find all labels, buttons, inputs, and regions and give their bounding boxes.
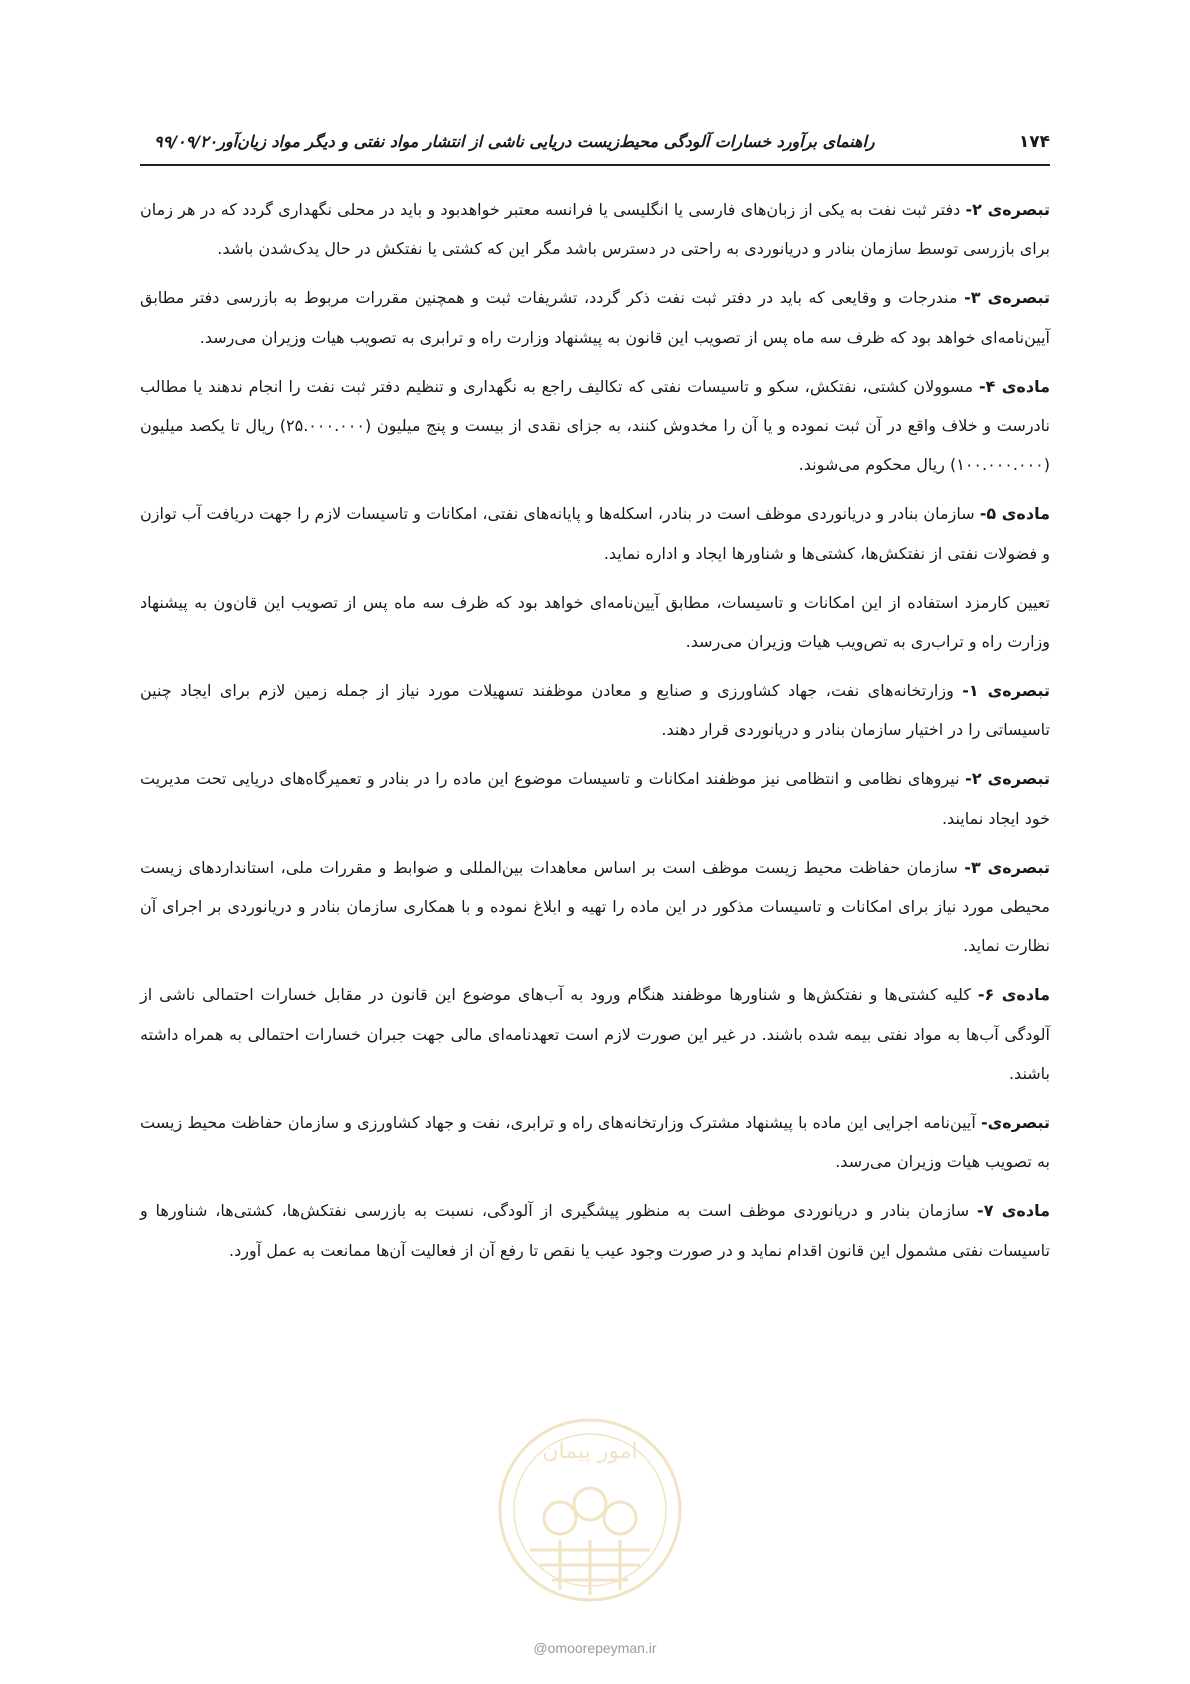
seal-text: امور پیمان	[542, 1439, 638, 1464]
paragraph-note-2b	[140, 759, 1050, 837]
paragraph-lead: تبصره‌ی ۳-	[964, 857, 1051, 877]
paragraph-lead: تبصره‌ی ۳-	[964, 288, 1051, 308]
paragraph-text: کلیه کشتی‌ها و نفتکش‌ها و شناورها موظفند هنگام ورود به آب‌های موضوع این قانون در مقابل خسارات احتمالی ناشی از آلودگی آب‌ها به مواد نفتی بیمه شده باشند. در غیر این صورت لازم است تعهدنامه‌ای مالی جهت جبران خسارات احتمالی به همراه داشته باشند.	[140, 985, 1050, 1083]
paragraph-lead: تبصره‌ی ۲-	[965, 769, 1051, 789]
paragraph-text: مسوولان کشتی، نفتکش، سکو و تاسیسات نفتی که تکالیف راجع به نگهداری و تنظیم دفتر ثبت نفت را انجام ندهند یا مطالب نادرست و خلاف واقع در آن ثبت نموده و یا آن را مخدوش کنند، به جزای نقدی از بیست و پنج میلیون (۲۵.۰۰۰.۰۰۰) ریال تا یکصد میلیون (۱۰۰.۰۰۰.۰۰۰) ریال محکوم می‌شوند.	[140, 376, 1050, 475]
watermark-seal-icon	[490, 1400, 690, 1620]
paragraph-article-4	[140, 367, 1050, 485]
paragraph-lead: تبصره‌ی-	[980, 1112, 1050, 1132]
paragraph-article-6	[140, 975, 1050, 1093]
paragraph-text: دفتر ثبت نفت به یکی از زبان‌های فارسی یا انگلیسی یا فرانسه معتبر خواهدبود و باید در محلی نگهداری گردد که در هر زمان برای بازرسی توسط سازمان بنادر و دریانوردی به راحتی در دسترس باشد مگر این که کشتی یا نفتکش در حال یدک‌شدن باشد.	[140, 200, 1050, 259]
paragraph-article-5	[140, 494, 1050, 572]
paragraph-lead: تبصره‌ی ۱-	[962, 681, 1051, 701]
page-number: ۱۷۴	[1018, 132, 1050, 152]
paragraph-lead: ماده‌ی ۷-	[977, 1201, 1051, 1221]
paragraph-text: سازمان بنادر و دریانوردی موظف است به منظور پیشگیری از آلودگی، نسبت به بازرسی نفتکش‌ها، کشتی‌ها، شناورها و تاسیسات نفتی مشمول این قانون اقدام نماید و در صورت وجود عیب یا نقص تا رفع آن از فعالیت آن‌ها ممانعت به عمل آورد.	[140, 1201, 1050, 1260]
paragraph-article-7	[140, 1191, 1050, 1269]
paragraph-note	[140, 1103, 1050, 1181]
header-title: راهنمای برآورد خسارات آلودگی محیط‌زیست دریایی ناشی از انتشار مواد نفتی و دیگر مواد زیان‌آور	[217, 132, 875, 151]
watermark-website: @omoorepeyman.ir	[533, 1640, 657, 1656]
paragraph-text: آیین‌نامه اجرایی این ماده با پیشنهاد مشترک وزارتخانه‌های راه و ترابری، نفت و جهاد کشاورزی و سازمان حفاظت محیط زیست به تصویب هیات وزیران می‌رسد.	[140, 1112, 1050, 1172]
paragraph-lead: ماده‌ی ۶-	[977, 985, 1050, 1005]
paragraph-note-3b	[140, 848, 1050, 966]
paragraph-lead: تبصره‌ی ۲-	[965, 200, 1051, 219]
document-body	[140, 190, 1050, 1280]
page-header	[140, 124, 1050, 166]
paragraph-text: وزارتخانه‌های نفت، جهاد کشاورزی و صنایع و معادن موظفند تسهیلات مورد نیاز از جمله زمین لازم برای ایجاد چنین تاسیساتی را در اختیار سازمان بنادر و دریانوردی قرار دهند.	[140, 681, 1050, 740]
running-title	[140, 132, 875, 151]
paragraph-lead: ماده‌ی ۵-	[979, 504, 1050, 524]
header-date: ۹۹/۰۹/۲۰	[154, 132, 218, 151]
paragraph-text: تعیین کارمزد استفاده از این امکانات و تاسیسات، مطابق آیین‌نامه‌ای خواهد بود که ظرف سه ماه پس از تصویب این قان‌ون به پیشنهاد وزارت راه و تراب‌ری به تص‌ویب هیات وزیران می‌رسد.	[140, 592, 1050, 651]
paragraph-note-3	[140, 278, 1050, 356]
paragraph-lead: ماده‌ی ۴-	[979, 376, 1050, 396]
paragraph-note-1	[140, 671, 1050, 749]
paragraph-text: سازمان بنادر و دریانوردی موظف است در بنادر، اسکله‌ها و پایانه‌های نفتی، امکانات و تاسیسات لازم را جهت دریافت آب توازن و فضولات نفتی از نفتکش‌ها، کشتی‌ها و شناورها ایجاد و اداره نماید.	[140, 504, 1050, 563]
paragraph-text: سازمان حفاظت محیط زیست موظف است بر اساس معاهدات بین‌المللی و ضوابط و مقررات ملی، استانداردهای زیست محیطی مورد نیاز برای امکانات و تاسیسات مذکور در این ماده را تهیه و ابلاغ نموده و با همکاری سازمان بنادر و دریانوردی بر اجرای آن نظارت نماید.	[140, 857, 1050, 956]
paragraph-note-2	[140, 190, 1050, 268]
paragraph-fee	[140, 583, 1050, 661]
paragraph-text: نیروهای نظامی و انتظامی نیز موظفند امکانات و تاسیسات موضوع این ماده را در بنادر و تعمیرگاه‌های دریایی تحت مدیریت خود ایجاد نمایند.	[140, 769, 1050, 828]
paragraph-text: مندرجات و وقایعی که باید در دفتر ثبت نفت ذکر گردد، تشریفات ثبت و همچنین مقررات مربوط به بازرسی دفتر مطابق آیین‌نامه‌ای خواهد بود که ظرف سه ماه پس از تصویب این قانون به پیشنهاد وزارت راه و ترابری به تصویب هیات وزیران می‌رسد.	[140, 288, 1050, 347]
